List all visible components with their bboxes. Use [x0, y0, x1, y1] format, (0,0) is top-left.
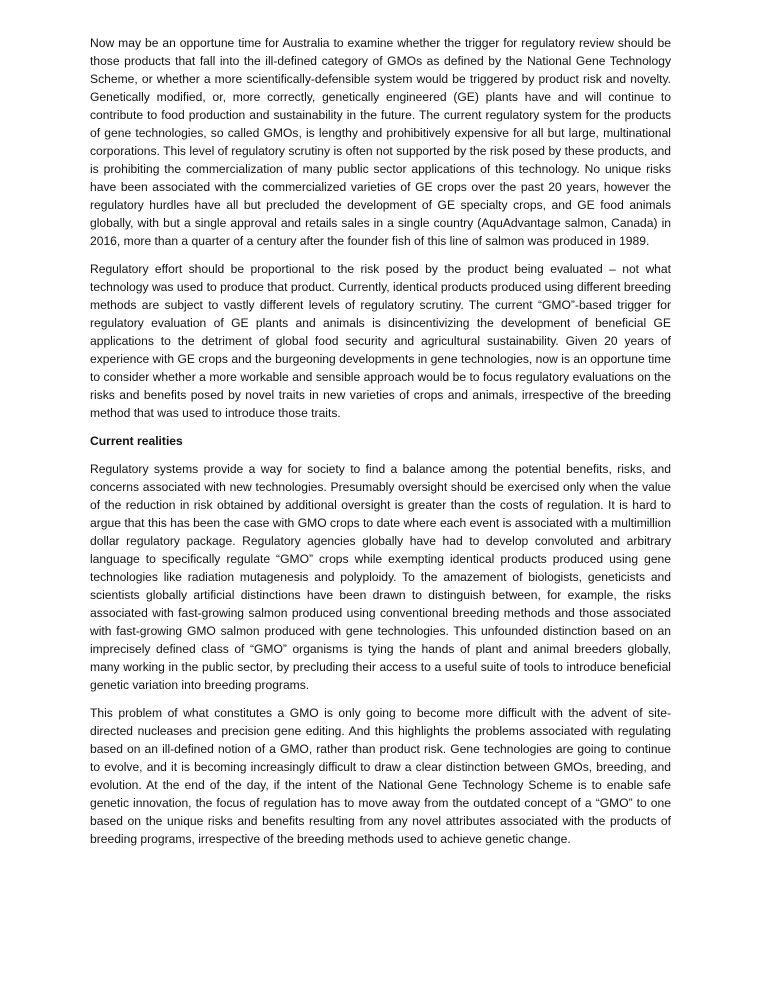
section-heading-current-realities: Current realities	[90, 434, 183, 448]
document-page	[90, 34, 671, 858]
paragraph-gmo-problem: This problem of what constitutes a GMO is only going to become more difficult with the advent of site-directed nucleases and precision gene editing. And this highlights the problems associated with regulating based on an ill-defined notion of a GMO, rather than product risk. Gene technologies are going to continue to evolve, and it is becoming increasingly difficult to draw a clear distinction between GMOs, breeding, and evolution. At the end of the day, if the intent of the National Gene Technology Scheme is to enable safe genetic innovation, the focus of regulation has to move away from the outdated concept of a “GMO” to one based on the unique risks and benefits resulting from any novel attributes associated with the products of breeding programs, irrespective of the breeding methods used to achieve genetic change.	[90, 706, 671, 846]
paragraph-intro: Now may be an opportune time for Australia to examine whether the trigger for regulatory review should be those products that fall into the ill-defined category of GMOs as defined by the National Gene Technology Scheme, or whether a more scientifically-defensible system would be triggered by product risk and novelty. Genetically modified, or, more correctly, genetically engineered (GE) plants have and will continue to contribute to food production and sustainability in the future. The current regulatory system for the products of gene technologies, so called GMOs, is lengthy and prohibitively expensive for all but large, multinational corporations. This level of regulatory scrutiny is often not supported by the risk posed by these products, and is prohibiting the commercialization of many public sector applications of this technology. No unique risks have been associated with the commercialized varieties of GE crops over the past 20 years, however the regulatory hurdles have all but precluded the development of GE specialty crops, and GE food animals globally, with but a single approval and retails sales in a single country (AquAdvantage salmon, Canada) in 2016, more than a quarter of a century after the founder fish of this line of salmon was produced in 1989.	[90, 36, 671, 248]
paragraph-regulatory-systems: Regulatory systems provide a way for society to find a balance among the potential benefits, risks, and concerns associated with new technologies. Presumably oversight should be exercised only when the value of the reduction in risk obtained by additional oversight is greater than the costs of regulation. It is hard to argue that this has been the case with GMO crops to date where each event is associated with a multimillion dollar regulatory package. Regulatory agencies globally have had to develop convoluted and arbitrary language to specifically regulate “GMO” crops while exempting identical products produced using gene technologies like radiation mutagenesis and polyploidy. To the amazement of biologists, geneticists and scientists globally artificial distinctions have been drawn to distinguish between, for example, the risks associated with fast-growing salmon produced using conventional breeding methods and those associated with fast-growing GMO salmon produced with gene technologies. This unfounded distinction based on an imprecisely defined class of “GMO” organisms is tying the hands of plant and animal breeders globally, many working in the public sector, by precluding their access to a useful suite of tools to introduce beneficial genetic variation into breeding programs.	[90, 462, 671, 692]
paragraph-regulatory-effort: Regulatory effort should be proportional to the risk posed by the product being evaluated – not what technology was used to produce that product. Currently, identical products produced using different breeding methods are subject to vastly different levels of regulatory scrutiny. The current “GMO”-based trigger for regulatory evaluation of GE plants and animals is disincentivizing the development of beneficial GE applications to the detriment of global food security and agricultural sustainability. Given 20 years of experience with GE crops and the burgeoning developments in gene technologies, now is an opportune time to consider whether a more workable and sensible approach would be to focus regulatory evaluations on the risks and benefits posed by novel traits in new varieties of crops and animals, irrespective of the breeding method that was used to introduce those traits.	[90, 262, 671, 420]
